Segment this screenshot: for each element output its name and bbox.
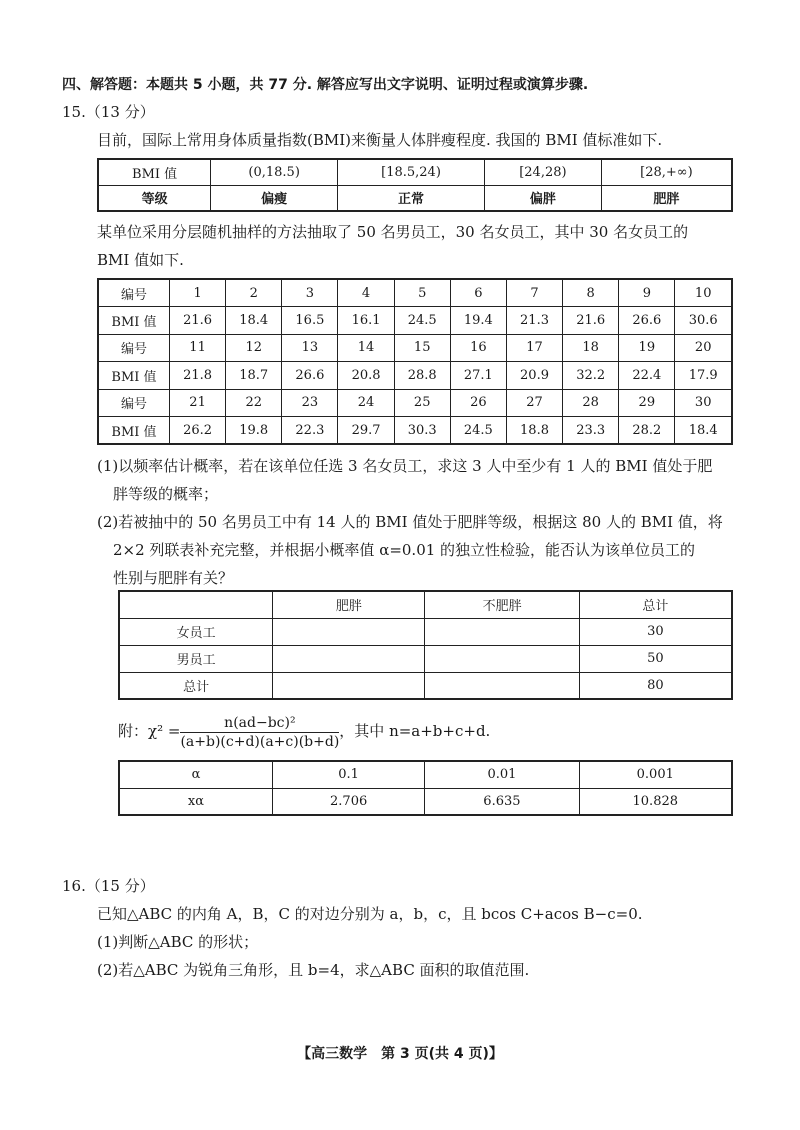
table-cell: 肥胖 <box>601 185 732 211</box>
table-cell: 20.8 <box>338 362 394 390</box>
table-cell: 28.2 <box>619 417 675 445</box>
table-cell: 50 <box>579 645 732 672</box>
table-row <box>98 389 732 417</box>
table-cell: 15 <box>394 334 450 362</box>
table-cell: 0.1 <box>272 761 424 788</box>
table-cell: 24 <box>338 389 394 417</box>
part1-line1: (1)以频率估计概率，若在该单位任选 3 名女员工，求这 3 人中至少有 1 人的 BMI 值处于肥 <box>97 457 713 475</box>
table-cell: [24,28) <box>484 159 601 185</box>
table-cell: 3 <box>282 279 338 307</box>
question-16-line1: 已知△ABC 的内角 A，B，C 的对边分别为 a，b，c，且 bcos C+acos B−c=0. <box>97 905 643 923</box>
question-16-line2: (1)判断△ABC 的形状； <box>97 933 259 951</box>
question-16-number: 16.（15 分） <box>62 877 155 895</box>
table-cell: 4 <box>338 279 394 307</box>
table-row <box>98 307 732 335</box>
table-row <box>98 417 732 445</box>
table-cell: 10.828 <box>579 788 732 815</box>
part1-line2: 胖等级的概率； <box>113 485 219 503</box>
table-cell: 5 <box>394 279 450 307</box>
formula-denominator: (a+b)(c+d)(a+c)(b+d) <box>180 733 340 750</box>
table-cell: 12 <box>226 334 282 362</box>
table-cell: 16.5 <box>282 307 338 335</box>
formula-fraction <box>180 714 339 751</box>
table-cell <box>273 672 425 699</box>
formula-prefix: 附：χ² = <box>118 722 181 740</box>
table-cell: 17.9 <box>675 362 732 390</box>
table-cell: 0.01 <box>425 761 579 788</box>
table-row <box>119 591 732 618</box>
table-row <box>119 761 732 788</box>
table-row <box>98 279 732 307</box>
table-cell: 30.6 <box>675 307 732 335</box>
table-cell: 16 <box>450 334 506 362</box>
sample-description-line2: BMI 值如下. <box>97 251 184 269</box>
table-cell: 27 <box>506 389 562 417</box>
table-cell: 21.6 <box>170 307 226 335</box>
table-cell: 26.6 <box>282 362 338 390</box>
table-cell: 19.8 <box>226 417 282 445</box>
table-cell: 28.8 <box>394 362 450 390</box>
table-cell: 18.4 <box>675 417 732 445</box>
table-cell: 22 <box>226 389 282 417</box>
table-cell: 24.5 <box>394 307 450 335</box>
table-cell: 21.8 <box>170 362 226 390</box>
table-cell: 32.2 <box>563 362 619 390</box>
table-cell: 19 <box>619 334 675 362</box>
table-cell: BMI 值 <box>98 362 170 390</box>
table-cell: 正常 <box>338 185 485 211</box>
page-footer: 【高三数学 第 3 页(共 4 页)】 <box>297 1046 503 1062</box>
table-cell: 18.8 <box>506 417 562 445</box>
table-cell: 26.6 <box>619 307 675 335</box>
table-cell: 总计 <box>119 672 273 699</box>
table-cell <box>425 645 579 672</box>
table-cell: 19.4 <box>450 307 506 335</box>
table-cell: 26.2 <box>170 417 226 445</box>
table-cell: 14 <box>338 334 394 362</box>
table-cell: 女员工 <box>119 618 273 645</box>
table-cell: BMI 值 <box>98 417 170 445</box>
table-cell: 偏瘦 <box>211 185 338 211</box>
table-cell <box>273 645 425 672</box>
table-cell: 30.3 <box>394 417 450 445</box>
table-cell: 80 <box>579 672 732 699</box>
table-cell: 18.7 <box>226 362 282 390</box>
table-cell <box>425 618 579 645</box>
table-cell: 编号 <box>98 279 170 307</box>
table-cell: 编号 <box>98 389 170 417</box>
table-cell: 29.7 <box>338 417 394 445</box>
table-cell: 18 <box>563 334 619 362</box>
table-cell: 26 <box>450 389 506 417</box>
table-cell: α <box>119 761 272 788</box>
table-cell: 等级 <box>98 185 211 211</box>
table-cell: 22.3 <box>282 417 338 445</box>
question-15-number: 15.（13 分） <box>62 103 155 121</box>
table-cell: 9 <box>619 279 675 307</box>
table-row <box>98 185 732 211</box>
table-row <box>119 672 732 699</box>
table-cell: 29 <box>619 389 675 417</box>
question-16-line3: (2)若△ABC 为锐角三角形，且 b=4，求△ABC 面积的取值范围. <box>97 961 530 979</box>
table-row <box>98 159 732 185</box>
table-cell: 6.635 <box>425 788 579 815</box>
table-cell: 20.9 <box>506 362 562 390</box>
bmi-standard-table <box>97 158 733 212</box>
table-row <box>119 618 732 645</box>
table-cell: 2.706 <box>272 788 424 815</box>
table-cell: 21 <box>170 389 226 417</box>
table-cell <box>273 618 425 645</box>
table-cell: 10 <box>675 279 732 307</box>
table-cell: 不肥胖 <box>425 591 579 618</box>
table-cell: BMI 值 <box>98 159 211 185</box>
table-cell <box>425 672 579 699</box>
table-cell: 0.001 <box>579 761 732 788</box>
table-cell: 男员工 <box>119 645 273 672</box>
table-cell: 2 <box>226 279 282 307</box>
formula-suffix: ，其中 n=a+b+c+d. <box>339 722 491 740</box>
table-cell: 1 <box>170 279 226 307</box>
table-cell: 7 <box>506 279 562 307</box>
table-cell: 24.5 <box>450 417 506 445</box>
table-cell: (0,18.5) <box>211 159 338 185</box>
table-cell: 30 <box>579 618 732 645</box>
chi-square-formula <box>118 712 490 751</box>
table-cell: 21.6 <box>563 307 619 335</box>
table-cell: xα <box>119 788 272 815</box>
table-cell: 17 <box>506 334 562 362</box>
table-cell: 6 <box>450 279 506 307</box>
table-row <box>98 362 732 390</box>
table-cell: BMI 值 <box>98 307 170 335</box>
sample-description-line1: 某单位采用分层随机抽样的方法抽取了 50 名男员工，30 名女员工，其中 30 名女员工的 <box>97 223 689 241</box>
female-bmi-table <box>97 278 733 445</box>
table-cell: [18.5,24) <box>338 159 485 185</box>
section-header: 四、解答题：本题共 5 小题，共 77 分. 解答应写出文字说明、证明过程或演算步骤. <box>62 77 589 93</box>
table-cell <box>119 591 273 618</box>
part2-line2: 2×2 列联表补充完整，并根据小概率值 α=0.01 的独立性检验，能否认为该单位员工的 <box>113 541 696 559</box>
critical-value-table <box>118 760 733 816</box>
table-cell: 23.3 <box>563 417 619 445</box>
question-15-intro: 目前，国际上常用身体质量指数(BMI)来衡量人体胖瘦程度. 我国的 BMI 值标准如下. <box>97 131 663 149</box>
table-cell: 27.1 <box>450 362 506 390</box>
table-cell: 偏胖 <box>484 185 601 211</box>
table-cell: 11 <box>170 334 226 362</box>
table-cell: 23 <box>282 389 338 417</box>
table-cell: [28,+∞) <box>601 159 732 185</box>
table-row <box>119 645 732 672</box>
formula-numerator: n(ad−bc)² <box>180 714 339 733</box>
table-row <box>119 788 732 815</box>
table-cell: 16.1 <box>338 307 394 335</box>
table-cell: 25 <box>394 389 450 417</box>
table-cell: 8 <box>563 279 619 307</box>
table-cell: 22.4 <box>619 362 675 390</box>
part2-line3: 性别与肥胖有关？ <box>113 569 234 587</box>
table-cell: 30 <box>675 389 732 417</box>
table-cell: 18.4 <box>226 307 282 335</box>
table-cell: 肥胖 <box>273 591 425 618</box>
table-cell: 28 <box>563 389 619 417</box>
table-cell: 13 <box>282 334 338 362</box>
contingency-table <box>118 590 733 700</box>
part2-line1: (2)若被抽中的 50 名男员工中有 14 人的 BMI 值处于肥胖等级，根据这 80 人的 BMI 值，将 <box>97 513 723 531</box>
table-cell: 总计 <box>579 591 732 618</box>
table-cell: 编号 <box>98 334 170 362</box>
table-cell: 20 <box>675 334 732 362</box>
table-row <box>98 334 732 362</box>
table-cell: 21.3 <box>506 307 562 335</box>
